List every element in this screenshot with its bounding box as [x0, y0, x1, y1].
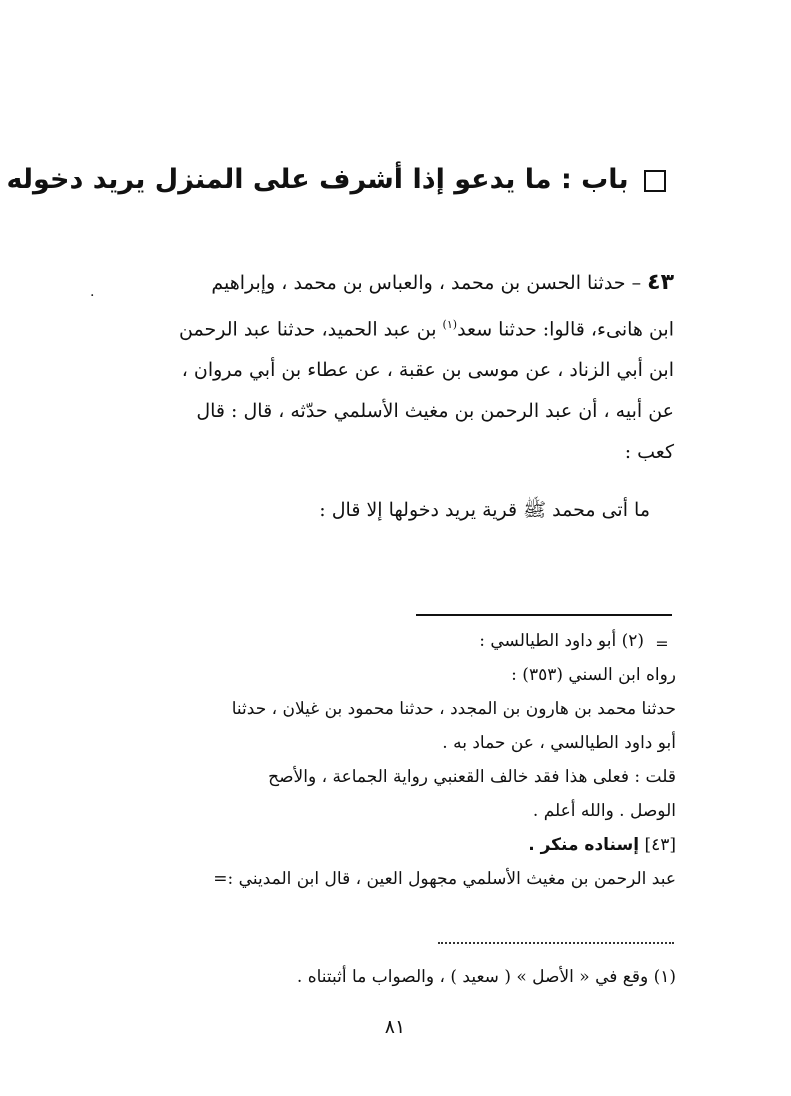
- hadith-number: ٤٣: [647, 270, 674, 295]
- footnote-line: عبد الرحمن بن مغيث الأسلمي مجهول العين ، قال ابن المديني :=: [213, 869, 676, 889]
- footnote-line: قلت : فعلى هذا فقد خالف القعنبي رواية الجماعة ، والأصح: [268, 767, 676, 787]
- footnote-separator: [416, 614, 672, 616]
- margin-dot: .: [90, 284, 95, 300]
- square-ornament-icon: [644, 170, 666, 192]
- continuation-mark: =: [655, 634, 669, 653]
- hadith-line: عن أبيه ، أن عبد الرحمن بن مغيث الأسلمي حدّثه ، قال : قال: [196, 400, 674, 423]
- hadith-text: [96, 262, 674, 473]
- hadith-line: كعب :: [624, 441, 674, 464]
- hadith-line: ابن أبي الزناد ، عن موسى بن عقبة ، عن عطاء بن أبي مروان ،: [181, 359, 674, 382]
- footnote-line: حدثنا محمد بن هارون بن المجدد ، حدثنا محمود بن غيلان ، حدثنا: [231, 699, 676, 719]
- hadith-line: [96, 304, 674, 350]
- hadith-line-text: ابن هانىء، قالوا: حدثنا سعد: [457, 318, 674, 341]
- footnote-ref: (١): [442, 318, 458, 331]
- hadith-line-text: – حدثنا الحسن بن محمد ، والعباس بن محمد ، وإبراهيم: [211, 272, 642, 294]
- hadith-line-text: بن عبد الحميد، حدثنا عبد الرحمن: [179, 318, 443, 341]
- chapter-heading: [6, 158, 672, 202]
- footnote-line: أبو داود الطيالسي ، عن حماد به .: [442, 733, 676, 753]
- page-number: ٨١: [384, 1016, 406, 1038]
- footnote-line: الوصل . والله أعلم .: [532, 801, 676, 821]
- hadith-saying: ما أتى محمد ﷺ قرية يريد دخولها إلا قال :: [319, 499, 650, 521]
- footnote-line: رواه ابن السني (٣٥٣) :: [511, 665, 676, 685]
- editor-note: (١) وقع في « الأصل » ( سعيد ) ، والصواب ما أثبتناه .: [296, 967, 676, 987]
- chapter-heading-text: باب : ما يدعو إذا أشرف على المنزل يريد دخوله: [6, 164, 629, 195]
- footnotes-section: [102, 624, 676, 896]
- footnote-line: (٢) أبو داود الطيالسي :: [479, 631, 644, 651]
- dotted-separator: [438, 942, 674, 944]
- footnote-line: [102, 828, 676, 862]
- hadith-ref-number: [٤٣]: [644, 835, 676, 855]
- hadith-line: [96, 262, 674, 304]
- isnad-verdict: إسناده منكر .: [528, 835, 640, 855]
